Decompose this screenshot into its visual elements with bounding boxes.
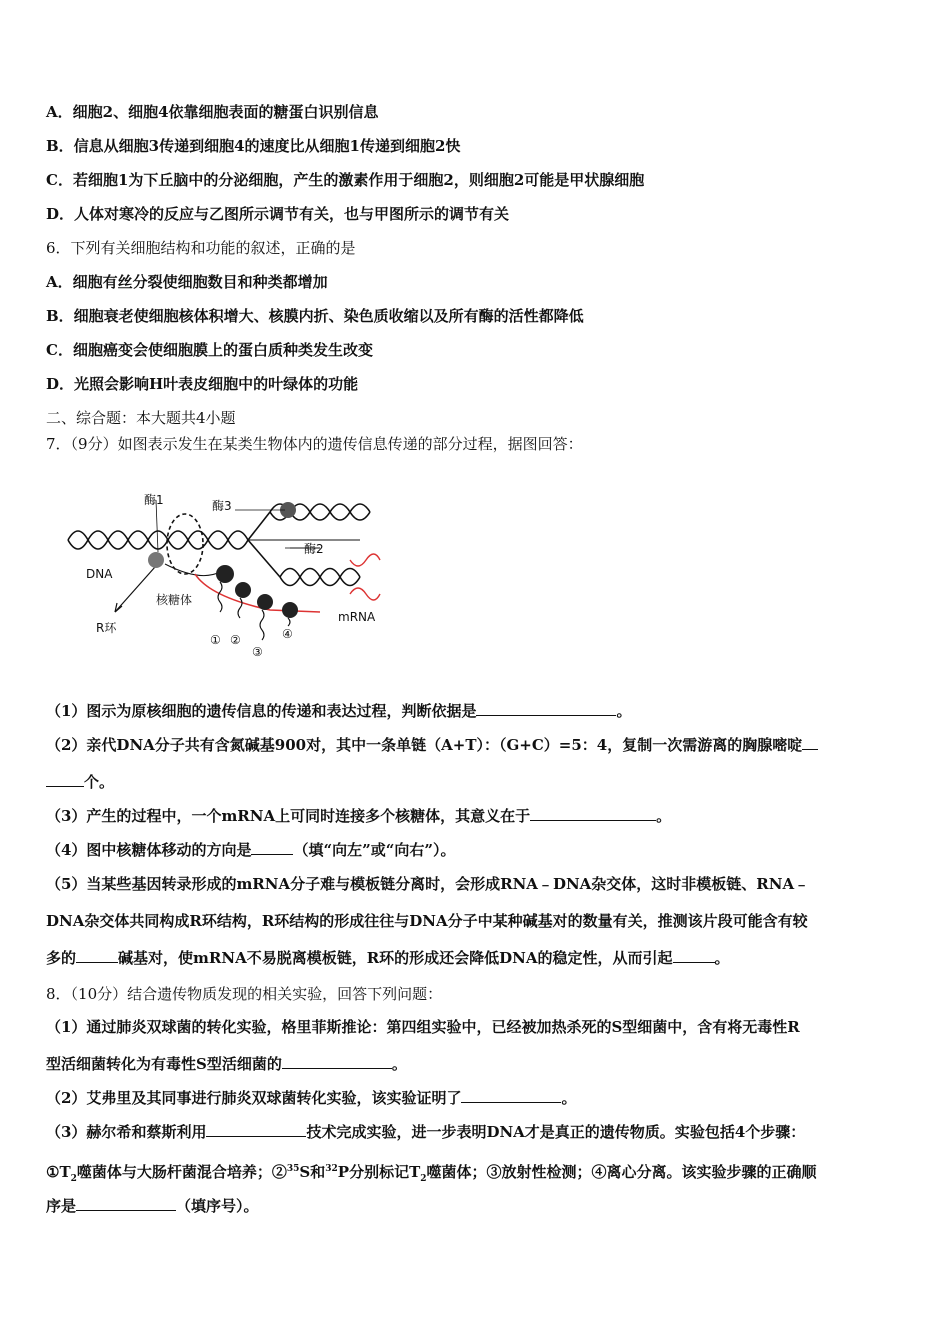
label-chain-4: ④ bbox=[282, 627, 293, 641]
label-r-loop: R环 bbox=[96, 621, 117, 635]
q8-part3-text-b: 技术完成实验，进一步表明DNA才是真正的遗传物质。实验包括4个步骤： bbox=[306, 1123, 806, 1141]
q6-option-b: B．细胞衰老使细胞核体积增大、核膜内折、染色质收缩以及所有酶的活性都降低 bbox=[46, 307, 584, 325]
q8-part3-text-a: （3）赫尔希和蔡斯利用 bbox=[46, 1123, 207, 1141]
answer-blank[interactable] bbox=[530, 806, 656, 821]
q7-part2 bbox=[46, 735, 906, 755]
q6-option-a: A．细胞有丝分裂使细胞数目和种类都增加 bbox=[46, 273, 328, 291]
q5-option-c: C．若细胞1为下丘脑中的分泌细胞，产生的激素作用于细胞2，则细胞2可能是甲状腺细胞 bbox=[46, 171, 645, 189]
q7-stem: 7．（9分）如图表示发生在某类生物体内的遗传信息传递的部分过程，据图回答： bbox=[46, 435, 583, 453]
q8-text: 噬菌体与大肠杆菌混合培养；② bbox=[76, 1163, 287, 1181]
superscript: 35 bbox=[286, 1164, 300, 1174]
q8-part3-line2 bbox=[46, 1159, 906, 1189]
label-dna: DNA bbox=[86, 567, 113, 581]
q8-text: S和 bbox=[299, 1163, 326, 1181]
q7-part5-text-a: 多的 bbox=[46, 949, 77, 967]
label-ribosome: 核糖体 bbox=[156, 593, 193, 607]
q8-part3-line1 bbox=[46, 1122, 906, 1142]
q7-part4-text: （4）图中核糖体移动的方向是 bbox=[46, 841, 252, 859]
q6-option-c: C．细胞癌变会使细胞膜上的蛋白质种类发生改变 bbox=[46, 341, 373, 359]
superscript: 32 bbox=[325, 1164, 338, 1174]
q8-stem: 8．（10分）结合遗传物质发现的相关实验，回答下列问题： bbox=[46, 985, 443, 1003]
q7-part3-end: 。 bbox=[656, 807, 672, 825]
q8-text: P分别标记T bbox=[337, 1163, 421, 1181]
label-enzyme2: 酶2 bbox=[304, 542, 324, 556]
q8-part3-text-c: 序是 bbox=[46, 1197, 77, 1215]
q8-text: ①T bbox=[46, 1163, 71, 1181]
answer-blank[interactable] bbox=[282, 1054, 392, 1069]
answer-blank[interactable] bbox=[206, 1122, 306, 1137]
label-mrna: mRNA bbox=[338, 610, 376, 624]
q7-part2-cont bbox=[46, 772, 906, 792]
q7-part5-line2: DNA杂交体共同构成R环结构，R环结构的形成往往与DNA分子中某种碱基对的数量有关，推测该片段可能含有较 bbox=[46, 912, 808, 930]
answer-blank[interactable] bbox=[476, 701, 616, 716]
q7-part4 bbox=[46, 840, 906, 860]
q7-part1-text: （1）图示为原核细胞的遗传信息的传递和表达过程，判断依据是 bbox=[46, 702, 477, 720]
q6-stem: 6．下列有关细胞结构和功能的叙述，正确的是 bbox=[46, 239, 356, 257]
q8-part3-line3 bbox=[46, 1196, 906, 1216]
label-chain-1: ① bbox=[210, 633, 221, 647]
q7-part2-text: （2）亲代DNA分子共有含氮碱基900对，其中一条单链（A+T）：（G+C）=5：4，复制一次需游离的胸腺嘧啶 bbox=[46, 736, 803, 754]
label-chain-2: ② bbox=[230, 633, 241, 647]
answer-blank[interactable] bbox=[802, 735, 818, 750]
answer-blank[interactable] bbox=[46, 772, 84, 787]
q7-part4-end: （填“向左”或“向右”）。 bbox=[293, 841, 456, 859]
q7-part1 bbox=[46, 701, 906, 721]
subscript: 2 bbox=[70, 1174, 77, 1184]
q8-part3-end: （填序号）。 bbox=[176, 1197, 259, 1215]
q6-option-d: D．光照会影响H叶表皮细胞中的叶绿体的功能 bbox=[46, 375, 359, 393]
transcription-translation-diagram bbox=[60, 482, 390, 662]
q8-part1-end: 。 bbox=[391, 1055, 407, 1073]
answer-blank[interactable] bbox=[76, 948, 118, 963]
q8-part1-text: 型活细菌转化为有毒性S型活细菌的 bbox=[46, 1055, 282, 1073]
q7-part5-text-b: 碱基对，使mRNA不易脱离模板链，R环的形成还会降低DNA的稳定性，从而引起 bbox=[118, 949, 673, 967]
q8-part1-line2 bbox=[46, 1054, 906, 1074]
q8-part1-line1: （1）通过肺炎双球菌的转化实验，格里菲斯推论：第四组实验中，已经被加热杀死的S型细菌中，含有将无毒性R bbox=[46, 1018, 800, 1036]
q8-text: 噬菌体；③放射性检测；④离心分离。该实验步骤的正确顺 bbox=[426, 1163, 817, 1181]
section-heading: 二、综合题：本大题共4小题 bbox=[46, 409, 236, 427]
label-chain-3: ③ bbox=[252, 645, 263, 659]
q8-part2-text: （2）艾弗里及其同事进行肺炎双球菌转化实验，该实验证明了 bbox=[46, 1089, 462, 1107]
q5-option-a: A．细胞2、细胞4依靠细胞表面的糖蛋白识别信息 bbox=[46, 103, 379, 121]
answer-blank[interactable] bbox=[251, 840, 293, 855]
q8-part2 bbox=[46, 1088, 906, 1108]
q5-option-d: D．人体对寒冷的反应与乙图所示调节有关，也与甲图所示的调节有关 bbox=[46, 205, 510, 223]
answer-blank[interactable] bbox=[76, 1196, 176, 1211]
label-enzyme3: 酶3 bbox=[212, 499, 232, 513]
q8-part2-end: 。 bbox=[561, 1089, 577, 1107]
subscript: 2 bbox=[420, 1174, 427, 1184]
answer-blank[interactable] bbox=[461, 1088, 561, 1103]
q7-part1-end: 。 bbox=[616, 702, 632, 720]
q5-option-b: B．信息从细胞3传递到细胞4的速度比从细胞1传递到细胞2快 bbox=[46, 137, 461, 155]
q7-part5-line1: （5）当某些基因转录形成的mRNA分子难与模板链分离时，会形成RNA﹣DNA杂交体，这时非模板链、RNA﹣ bbox=[46, 875, 810, 893]
q7-part2-end: 个。 bbox=[84, 773, 115, 791]
q7-part3-text: （3）产生的过程中，一个mRNA上可同时连接多个核糖体，其意义在于 bbox=[46, 807, 531, 825]
q7-part3 bbox=[46, 806, 906, 826]
q7-part5-line3 bbox=[46, 948, 906, 968]
label-enzyme1: 酶1 bbox=[144, 493, 164, 507]
q7-part5-end: 。 bbox=[714, 949, 730, 967]
answer-blank[interactable] bbox=[673, 948, 715, 963]
